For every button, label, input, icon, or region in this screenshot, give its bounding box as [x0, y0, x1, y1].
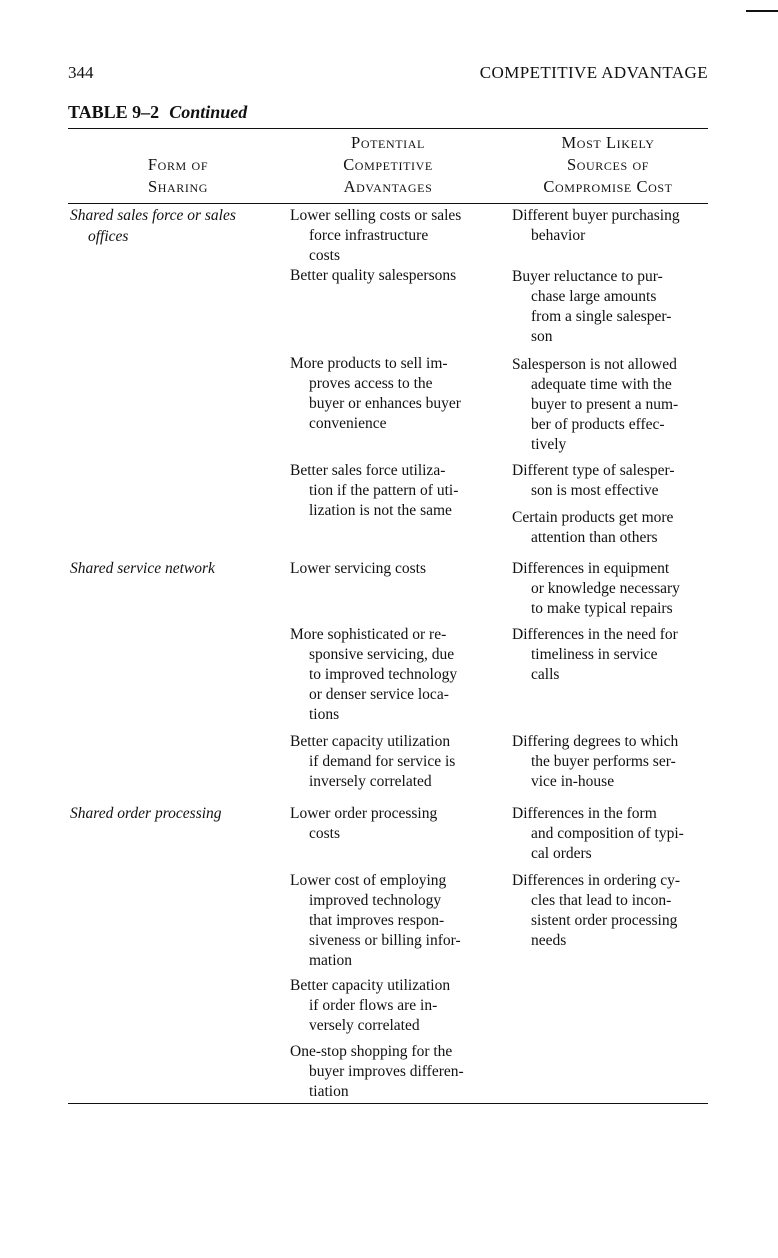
- corner-rule: [746, 10, 778, 12]
- advantage-cell: [290, 625, 500, 725]
- advantage-cell: [290, 1042, 500, 1102]
- column-header-line: Competitive: [343, 155, 433, 174]
- cell-line: Lower servicing costs: [290, 560, 427, 577]
- cell-line: mation: [309, 952, 353, 969]
- table-header-rule: [68, 203, 708, 204]
- advantage-cell: [290, 461, 500, 521]
- cell-line: Buyer reluctance to pur-: [512, 268, 663, 285]
- cost-cell: [512, 267, 712, 347]
- cell-line: chase large amounts: [531, 288, 657, 305]
- cell-line: to improved technology: [309, 666, 458, 683]
- advantage-cell: [290, 871, 500, 971]
- column-header-line: Potential: [351, 133, 425, 152]
- cell-line: tiation: [309, 1083, 349, 1100]
- advantage-cell: [290, 732, 500, 792]
- cost-cell: [512, 461, 712, 501]
- cell-line: if demand for service is: [309, 753, 456, 770]
- cell-line: cal orders: [531, 845, 592, 862]
- cell-line: vice in-house: [531, 773, 615, 790]
- cell-line: Better quality salespersons: [290, 267, 457, 284]
- cell-line: Certain products get more: [512, 509, 674, 526]
- cell-line: More products to sell im-: [290, 355, 448, 372]
- column-header-line: Most Likely: [561, 133, 655, 152]
- cell-line: and composition of typi-: [531, 825, 684, 842]
- advantage-cell: [290, 976, 500, 1036]
- cell-line: sistent order processing: [531, 912, 678, 929]
- table-bottom-rule: [68, 1103, 708, 1104]
- column-header-line: Sharing: [147, 177, 209, 196]
- cell-line: buyer improves differen-: [309, 1063, 464, 1080]
- cell-line: convenience: [309, 415, 387, 432]
- table-caption-continued: Continued: [169, 102, 248, 122]
- cell-line: attention than others: [531, 529, 658, 546]
- cell-line: costs: [309, 247, 340, 264]
- cell-line: ber of products effec-: [531, 416, 665, 433]
- cell-line: proves access to the: [309, 375, 433, 392]
- column-header-line: Sources of: [567, 155, 649, 174]
- cell-line: Differences in the need for: [512, 626, 678, 643]
- cell-line: the buyer performs ser-: [531, 753, 676, 770]
- cell-line: Differences in equipment: [512, 560, 670, 577]
- table-caption: [68, 102, 247, 123]
- cost-cell: [512, 732, 712, 792]
- form-line: Shared order processing: [70, 805, 222, 822]
- column-header-line: Compromise Cost: [543, 177, 673, 196]
- cell-line: siveness or billing infor-: [309, 932, 461, 949]
- advantage-cell: [290, 266, 500, 286]
- cell-line: Lower selling costs or sales: [290, 207, 462, 224]
- cell-line: Lower order processing: [290, 805, 438, 822]
- cost-cell: [512, 871, 712, 951]
- cell-line: to make typical repairs: [531, 600, 673, 617]
- running-head: COMPETITIVE ADVANTAGE: [479, 63, 708, 82]
- cell-line: Differences in the form: [512, 805, 657, 822]
- cell-line: force infrastructure: [309, 227, 429, 244]
- advantage-cell: [290, 354, 500, 434]
- cell-line: Salesperson is not allowed: [512, 356, 677, 373]
- row-form-sales-force: [70, 206, 280, 247]
- cell-line: inversely correlated: [309, 773, 432, 790]
- cell-line: behavior: [531, 227, 586, 244]
- column-header-compromise-cost: [508, 132, 708, 198]
- cell-line: Better capacity utilization: [290, 977, 451, 994]
- cell-line: Lower cost of employing: [290, 872, 447, 889]
- cell-line: if order flows are in-: [309, 997, 438, 1014]
- cost-cell: [512, 508, 712, 548]
- cell-line: needs: [531, 932, 567, 949]
- cost-cell: [512, 804, 712, 864]
- cell-line: Different buyer purchasing: [512, 207, 680, 224]
- column-header-line: Advantages: [343, 177, 433, 196]
- cell-line: Different type of salesper-: [512, 462, 675, 479]
- cell-line: or denser service loca-: [309, 686, 449, 703]
- column-header-potential-advantages: [288, 132, 488, 198]
- column-header-line: Form of: [147, 155, 209, 174]
- cell-line: versely correlated: [309, 1017, 420, 1034]
- row-form-service-network: [70, 559, 280, 580]
- cell-line: son is most effective: [531, 482, 659, 499]
- cell-line: from a single salesper-: [531, 308, 672, 325]
- cell-line: tively: [531, 436, 567, 453]
- row-form-order-processing: [70, 804, 280, 825]
- advantage-cell: [290, 804, 500, 844]
- cell-line: timeliness in service: [531, 646, 658, 663]
- advantage-cell: [290, 559, 500, 579]
- cell-line: Differences in ordering cy-: [512, 872, 680, 889]
- cell-line: adequate time with the: [531, 376, 672, 393]
- column-header-form-of-sharing: [68, 154, 288, 198]
- table-caption-label: TABLE 9–2: [68, 102, 160, 122]
- cell-line: son: [531, 328, 553, 345]
- cell-line: that improves respon-: [309, 912, 445, 929]
- cell-line: Better sales force utiliza-: [290, 462, 446, 479]
- cell-line: cles that lead to incon-: [531, 892, 672, 909]
- cell-line: buyer or enhances buyer: [309, 395, 461, 412]
- form-line: Shared service network: [70, 560, 215, 577]
- cell-line: improved technology: [309, 892, 442, 909]
- cell-line: lization is not the same: [309, 502, 452, 519]
- cell-line: Better capacity utilization: [290, 733, 451, 750]
- cost-cell: [512, 206, 712, 246]
- cell-line: More sophisticated or re-: [290, 626, 447, 643]
- cell-line: sponsive servicing, due: [309, 646, 455, 663]
- cell-line: tion if the pattern of uti-: [309, 482, 459, 499]
- cell-line: costs: [309, 825, 340, 842]
- table-top-rule: [68, 128, 708, 129]
- form-text: [70, 206, 280, 247]
- advantage-cell: [290, 206, 500, 266]
- form-line: offices: [88, 227, 129, 245]
- cell-line: Differing degrees to which: [512, 733, 679, 750]
- cell-line: buyer to present a num-: [531, 396, 679, 413]
- cost-cell: [512, 559, 712, 619]
- cell-line: One-stop shopping for the: [290, 1043, 453, 1060]
- cost-cell: [512, 355, 712, 455]
- cell-line: tions: [309, 706, 340, 723]
- cell-line: or knowledge necessary: [531, 580, 680, 597]
- cell-line: calls: [531, 666, 560, 683]
- form-line: Shared sales force or sales: [70, 207, 236, 224]
- page-number: 344: [68, 63, 94, 82]
- cost-cell: [512, 625, 712, 685]
